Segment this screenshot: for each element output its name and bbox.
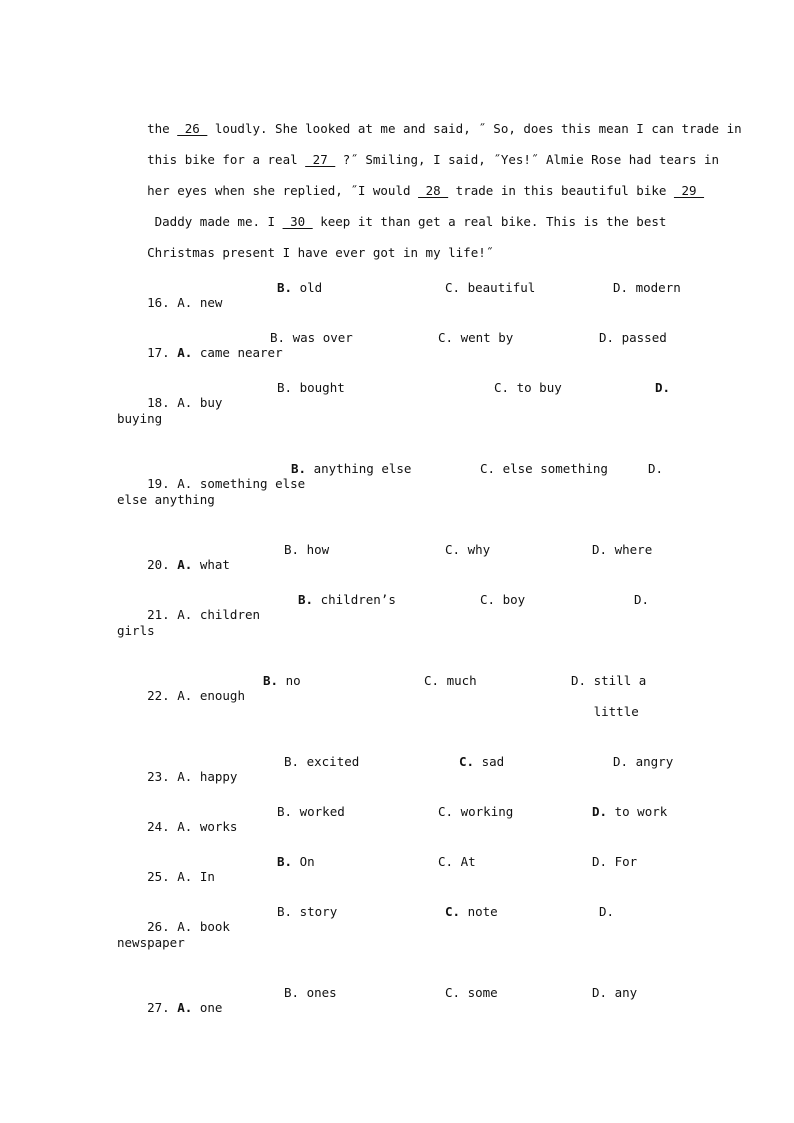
question-number: 22. bbox=[147, 688, 170, 703]
question-22-option-b bbox=[263, 673, 301, 688]
option-letter: D. bbox=[613, 754, 629, 769]
option-text: enough bbox=[199, 688, 245, 703]
question-number: 21. bbox=[147, 607, 170, 622]
option-text: children’s bbox=[320, 592, 396, 607]
question-number: 16. bbox=[147, 295, 170, 310]
option-text: no bbox=[285, 673, 301, 688]
option-text: works bbox=[199, 819, 238, 834]
option-text: what bbox=[199, 557, 230, 572]
option-letter: B. bbox=[263, 673, 279, 688]
option-letter: A. bbox=[177, 819, 193, 834]
question-24 bbox=[117, 804, 237, 849]
option-letter: C. bbox=[438, 330, 454, 345]
question-24-option-d bbox=[592, 804, 667, 819]
question-16-option-c bbox=[445, 280, 535, 295]
option-letter: C. bbox=[424, 673, 440, 688]
option-text: working bbox=[460, 804, 514, 819]
option-letter: A. bbox=[177, 476, 193, 491]
option-text: worked bbox=[299, 804, 345, 819]
option-letter: A. bbox=[177, 1000, 193, 1015]
question-number: 27. bbox=[147, 1000, 170, 1015]
answer-blank-27: 27 bbox=[305, 152, 336, 167]
question-26-option-d-letter bbox=[599, 904, 614, 919]
option-letter: C. bbox=[438, 804, 454, 819]
option-letter: B. bbox=[284, 985, 300, 1000]
question-18-option-b bbox=[277, 380, 345, 395]
option-letter: B. bbox=[284, 542, 300, 557]
question-22-option-c bbox=[424, 673, 477, 688]
option-letter: B. bbox=[284, 754, 300, 769]
option-letter: B. bbox=[291, 461, 307, 476]
answer-blank-28: 28 bbox=[418, 183, 449, 198]
option-text: bought bbox=[299, 380, 345, 395]
option-text: one bbox=[199, 1000, 223, 1015]
option-letter: A. bbox=[177, 557, 193, 572]
option-letter: C. bbox=[459, 754, 475, 769]
option-text: else anything bbox=[117, 492, 215, 507]
option-letter: B. bbox=[277, 904, 293, 919]
option-text: old bbox=[299, 280, 323, 295]
option-text: anything else bbox=[313, 461, 412, 476]
option-letter: A. bbox=[177, 295, 193, 310]
question-22 bbox=[117, 673, 245, 718]
question-17-option-c bbox=[438, 330, 513, 345]
option-text: came nearer bbox=[199, 345, 283, 360]
option-letter: C. bbox=[445, 904, 461, 919]
option-text: modern bbox=[635, 280, 681, 295]
option-text: to work bbox=[614, 804, 668, 819]
option-text: where bbox=[614, 542, 653, 557]
question-20-option-d bbox=[592, 542, 652, 557]
option-letter: C. bbox=[445, 280, 461, 295]
question-22-option-d bbox=[571, 673, 664, 727]
option-letter: D. bbox=[592, 854, 608, 869]
question-27-option-d bbox=[592, 985, 637, 1000]
question-21-option-b bbox=[298, 592, 396, 607]
option-text: beautiful bbox=[467, 280, 536, 295]
question-20-option-c bbox=[445, 542, 490, 557]
question-24-option-b bbox=[277, 804, 345, 819]
question-16-option-d bbox=[613, 280, 681, 295]
question-27-option-b bbox=[284, 985, 337, 1000]
option-text: new bbox=[199, 295, 223, 310]
option-letter: D. bbox=[592, 804, 608, 819]
passage-text: this bike for a real bbox=[147, 152, 306, 167]
option-letter: D. bbox=[599, 330, 615, 345]
option-letter: A. bbox=[177, 869, 193, 884]
question-25-option-d bbox=[592, 854, 637, 869]
option-text: passed bbox=[621, 330, 667, 345]
option-letter: B. bbox=[277, 804, 293, 819]
answer-blank-30: 30 bbox=[282, 214, 313, 229]
question-26-option-d-text bbox=[117, 935, 185, 950]
option-text: happy bbox=[199, 769, 238, 784]
option-letter: C. bbox=[445, 542, 461, 557]
passage-text: Daddy made me. I bbox=[147, 214, 283, 229]
question-18-option-c bbox=[494, 380, 562, 395]
option-letter: B. bbox=[298, 592, 314, 607]
passage-text: ?˝ Smiling, I said, ˝Yes!˝ Almie Rose had tears in bbox=[335, 152, 720, 167]
option-letter: C. bbox=[480, 461, 496, 476]
question-26-option-b bbox=[277, 904, 337, 919]
question-24-option-c bbox=[438, 804, 513, 819]
option-text: buy bbox=[199, 395, 223, 410]
passage-text: her eyes when she replied, ˝I would bbox=[147, 183, 419, 198]
question-21-option-d-text bbox=[117, 623, 155, 638]
question-23 bbox=[117, 754, 237, 799]
question-17 bbox=[117, 330, 286, 375]
question-19-option-d-text bbox=[117, 492, 215, 507]
option-letter: B. bbox=[277, 280, 293, 295]
passage-text: the bbox=[147, 121, 178, 136]
option-text: children bbox=[199, 607, 261, 622]
question-18-option-d-letter bbox=[655, 380, 670, 395]
question-number: 26. bbox=[147, 919, 170, 934]
question-17-option-b bbox=[270, 330, 353, 345]
question-21-option-c bbox=[480, 592, 525, 607]
option-text: went by bbox=[460, 330, 514, 345]
passage-text: keep it than get a real bike. This is the best bbox=[312, 214, 667, 229]
option-letter: D. bbox=[592, 985, 608, 1000]
question-16-option-b bbox=[277, 280, 322, 295]
option-letter: A. bbox=[177, 919, 193, 934]
question-27 bbox=[117, 985, 222, 1030]
question-21-option-d-letter bbox=[634, 592, 649, 607]
option-letter: A. bbox=[177, 769, 193, 784]
option-text: In bbox=[199, 869, 215, 884]
option-letter: B. bbox=[277, 380, 293, 395]
question-23-option-b bbox=[284, 754, 359, 769]
answer-blank-29: 29 bbox=[673, 183, 705, 198]
question-19-option-b bbox=[291, 461, 411, 476]
option-text: note bbox=[467, 904, 498, 919]
answer-blank-26: 26 bbox=[177, 121, 208, 136]
passage-line-5 bbox=[117, 230, 493, 275]
passage-text: loudly. She looked at me and said, ˝ So, does this mean I can trade in bbox=[207, 121, 742, 136]
option-text: still a little bbox=[593, 673, 647, 719]
option-letter: D. bbox=[634, 592, 650, 607]
question-27-option-c bbox=[445, 985, 498, 1000]
option-letter: C. bbox=[438, 854, 454, 869]
option-text: else something bbox=[502, 461, 608, 476]
option-text: any bbox=[614, 985, 638, 1000]
option-text: something else bbox=[199, 476, 306, 491]
option-text: sad bbox=[481, 754, 505, 769]
option-letter: B. bbox=[277, 854, 293, 869]
option-letter: D. bbox=[599, 904, 615, 919]
option-text: For bbox=[614, 854, 638, 869]
question-20 bbox=[117, 542, 230, 587]
option-letter: D. bbox=[655, 380, 671, 395]
option-text: book bbox=[199, 919, 230, 934]
question-19-option-d-letter bbox=[648, 461, 663, 476]
passage-text: trade in this beautiful bike bbox=[448, 183, 674, 198]
question-16 bbox=[117, 280, 222, 325]
option-text: was over bbox=[292, 330, 353, 345]
question-18-option-d-text bbox=[117, 411, 162, 426]
question-number: 25. bbox=[147, 869, 170, 884]
question-25-option-b bbox=[277, 854, 315, 869]
option-text: ones bbox=[306, 985, 337, 1000]
option-letter: D. bbox=[592, 542, 608, 557]
question-number: 17. bbox=[147, 345, 170, 360]
option-letter: A. bbox=[177, 688, 193, 703]
question-26-option-c bbox=[445, 904, 498, 919]
option-text: At bbox=[460, 854, 476, 869]
question-23-option-d bbox=[613, 754, 673, 769]
question-number: 23. bbox=[147, 769, 170, 784]
question-23-option-c bbox=[459, 754, 504, 769]
option-text: why bbox=[467, 542, 491, 557]
question-20-option-b bbox=[284, 542, 329, 557]
option-letter: C. bbox=[480, 592, 496, 607]
option-text: some bbox=[467, 985, 498, 1000]
option-letter: D. bbox=[613, 280, 629, 295]
option-letter: C. bbox=[445, 985, 461, 1000]
option-letter: A. bbox=[177, 607, 193, 622]
option-letter: A. bbox=[177, 395, 193, 410]
option-letter: B. bbox=[270, 330, 286, 345]
option-text: On bbox=[299, 854, 315, 869]
question-25-option-c bbox=[438, 854, 476, 869]
option-letter: A. bbox=[177, 345, 193, 360]
option-text: story bbox=[299, 904, 338, 919]
option-letter: C. bbox=[494, 380, 510, 395]
option-text: excited bbox=[306, 754, 360, 769]
option-letter: D. bbox=[571, 673, 587, 688]
question-number: 18. bbox=[147, 395, 170, 410]
option-text: boy bbox=[502, 592, 526, 607]
passage-text: Christmas present I have ever got in my life!˝ bbox=[147, 245, 494, 260]
option-text: buying bbox=[117, 411, 163, 426]
question-19-option-c bbox=[480, 461, 608, 476]
option-text: newspaper bbox=[117, 935, 185, 950]
question-25 bbox=[117, 854, 215, 899]
option-text: how bbox=[306, 542, 330, 557]
option-text: angry bbox=[635, 754, 674, 769]
option-text: much bbox=[446, 673, 477, 688]
option-letter: D. bbox=[648, 461, 664, 476]
question-number: 19. bbox=[147, 476, 170, 491]
question-number: 20. bbox=[147, 557, 170, 572]
option-text: girls bbox=[117, 623, 155, 638]
question-number: 24. bbox=[147, 819, 170, 834]
question-17-option-d bbox=[599, 330, 667, 345]
option-text: to buy bbox=[516, 380, 562, 395]
